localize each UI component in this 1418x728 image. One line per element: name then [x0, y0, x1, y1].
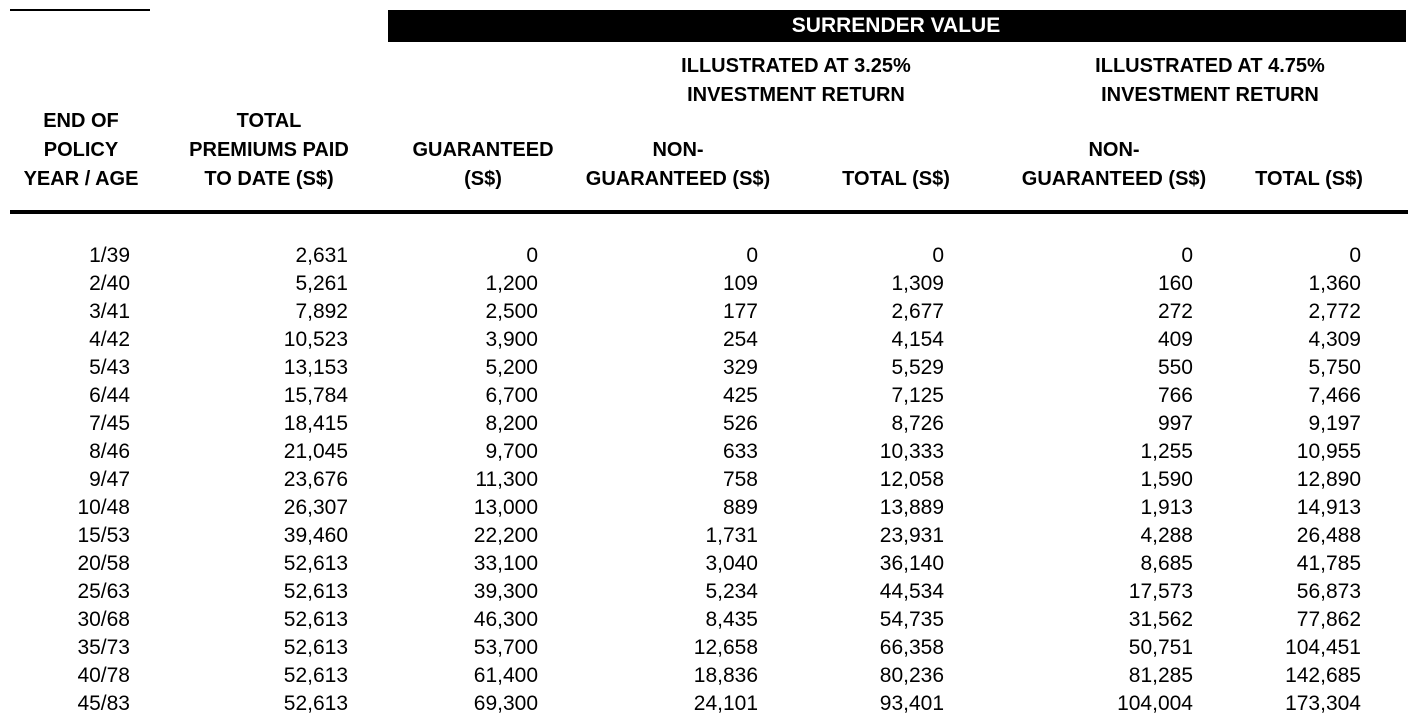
cell-year-age: 40/78 [77, 664, 130, 687]
cell-year-age: 8/46 [89, 440, 130, 463]
cell-total-premiums: 26,307 [283, 496, 348, 519]
table-row [0, 634, 1418, 662]
cell-non-guaranteed-325: 526 [722, 412, 758, 435]
cell-year-age: 9/47 [89, 468, 130, 491]
cell-total-475: 0 [1349, 244, 1361, 267]
cell-total-325: 13,889 [879, 496, 944, 519]
cell-year-age: 35/73 [77, 636, 130, 659]
column-header-year-line1: END OF [43, 110, 119, 132]
cell-total-325: 4,154 [891, 328, 944, 351]
cell-guaranteed: 22,200 [473, 524, 538, 547]
cell-guaranteed: 33,100 [473, 552, 538, 575]
cell-non-guaranteed-325: 633 [722, 440, 758, 463]
cell-total-325: 8,726 [891, 412, 944, 435]
cell-guaranteed: 8,200 [485, 412, 538, 435]
cell-total-325: 44,534 [879, 580, 944, 603]
table-row [0, 690, 1418, 718]
cell-year-age: 15/53 [77, 524, 130, 547]
cell-guaranteed: 9,700 [485, 440, 538, 463]
cell-non-guaranteed-475: 4,288 [1140, 524, 1193, 547]
cell-non-guaranteed-475: 272 [1157, 300, 1193, 323]
cell-total-475: 9,197 [1308, 412, 1361, 435]
cell-total-325: 12,058 [879, 468, 944, 491]
cell-total-premiums: 2,631 [295, 244, 348, 267]
cell-non-guaranteed-475: 1,590 [1140, 468, 1193, 491]
illustrated-475-header [1060, 52, 1360, 110]
cell-non-guaranteed-475: 997 [1157, 412, 1193, 435]
table-row [0, 354, 1418, 382]
illustrated-325-line2: INVESTMENT RETURN [687, 84, 905, 106]
cell-total-premiums: 15,784 [283, 384, 348, 407]
column-header-year-line3: YEAR / AGE [23, 168, 139, 190]
cell-total-475: 12,890 [1296, 468, 1361, 491]
cell-guaranteed: 13,000 [473, 496, 538, 519]
cell-year-age: 45/83 [77, 692, 130, 715]
surrender-value-banner [388, 10, 1406, 42]
table-row [0, 242, 1418, 270]
cell-non-guaranteed-475: 766 [1157, 384, 1193, 407]
illustrated-325-header [646, 52, 946, 110]
cell-total-premiums: 52,613 [283, 692, 348, 715]
top-rule [10, 9, 150, 11]
column-header-total475-label: TOTAL (S$) [1255, 168, 1363, 190]
cell-total-premiums: 39,460 [283, 524, 348, 547]
cell-year-age: 25/63 [77, 580, 130, 603]
illustrated-325-line1: ILLUSTRATED AT 3.25% [681, 55, 911, 77]
cell-total-475: 7,466 [1308, 384, 1361, 407]
table-row [0, 662, 1418, 690]
cell-year-age: 2/40 [89, 272, 130, 295]
cell-guaranteed: 39,300 [473, 580, 538, 603]
cell-total-475: 14,913 [1296, 496, 1361, 519]
cell-total-475: 4,309 [1308, 328, 1361, 351]
column-header-ng325-line1: NON- [652, 139, 704, 161]
cell-non-guaranteed-475: 1,255 [1140, 440, 1193, 463]
cell-guaranteed: 5,200 [485, 356, 538, 379]
cell-guaranteed: 61,400 [473, 664, 538, 687]
column-header-year-line2: POLICY [43, 139, 119, 161]
cell-total-premiums: 52,613 [283, 608, 348, 631]
column-header-total-475 [1243, 165, 1375, 194]
cell-total-475: 77,862 [1296, 608, 1361, 631]
cell-non-guaranteed-325: 177 [722, 300, 758, 323]
cell-total-475: 26,488 [1296, 524, 1361, 547]
cell-total-325: 36,140 [879, 552, 944, 575]
cell-total-475: 142,685 [1285, 664, 1361, 687]
cell-total-premiums: 7,892 [295, 300, 348, 323]
table-row [0, 578, 1418, 606]
cell-guaranteed: 3,900 [485, 328, 538, 351]
cell-year-age: 5/43 [89, 356, 130, 379]
cell-non-guaranteed-475: 8,685 [1140, 552, 1193, 575]
column-header-guaranteed-line2: (S$) [464, 168, 502, 190]
cell-non-guaranteed-325: 24,101 [693, 692, 758, 715]
surrender-value-title: SURRENDER VALUE [791, 14, 1001, 37]
cell-year-age: 6/44 [89, 384, 130, 407]
cell-non-guaranteed-325: 1,731 [705, 524, 758, 547]
cell-total-premiums: 52,613 [283, 664, 348, 687]
cell-year-age: 3/41 [89, 300, 130, 323]
cell-total-premiums: 13,153 [283, 356, 348, 379]
cell-non-guaranteed-475: 160 [1157, 272, 1193, 295]
table-row [0, 270, 1418, 298]
cell-total-premiums: 18,415 [283, 412, 348, 435]
cell-non-guaranteed-325: 18,836 [693, 664, 758, 687]
column-header-year-age [10, 107, 152, 194]
cell-year-age: 4/42 [89, 328, 130, 351]
cell-non-guaranteed-475: 104,004 [1117, 692, 1193, 715]
cell-non-guaranteed-325: 758 [722, 468, 758, 491]
cell-guaranteed: 0 [526, 244, 538, 267]
table-row [0, 382, 1418, 410]
table-row [0, 438, 1418, 466]
cell-non-guaranteed-475: 1,913 [1140, 496, 1193, 519]
cell-guaranteed: 1,200 [485, 272, 538, 295]
cell-total-325: 0 [932, 244, 944, 267]
cell-non-guaranteed-475: 31,562 [1128, 608, 1193, 631]
cell-non-guaranteed-475: 409 [1157, 328, 1193, 351]
cell-guaranteed: 2,500 [485, 300, 538, 323]
cell-total-475: 5,750 [1308, 356, 1361, 379]
column-header-ng325-line2: GUARANTEED (S$) [585, 168, 771, 190]
cell-total-premiums: 21,045 [283, 440, 348, 463]
illustrated-475-line2: INVESTMENT RETURN [1101, 84, 1319, 106]
cell-guaranteed: 6,700 [485, 384, 538, 407]
column-header-non-guaranteed-475 [1012, 136, 1216, 194]
cell-non-guaranteed-325: 3,040 [705, 552, 758, 575]
cell-total-475: 2,772 [1308, 300, 1361, 323]
column-header-ng475-line2: GUARANTEED (S$) [1021, 168, 1207, 190]
cell-total-475: 10,955 [1296, 440, 1361, 463]
table-row [0, 606, 1418, 634]
cell-total-325: 54,735 [879, 608, 944, 631]
column-header-total-325 [830, 165, 962, 194]
cell-total-325: 7,125 [891, 384, 944, 407]
column-header-total-premiums [174, 107, 364, 194]
cell-non-guaranteed-325: 889 [722, 496, 758, 519]
table-row [0, 550, 1418, 578]
table-row [0, 326, 1418, 354]
cell-guaranteed: 69,300 [473, 692, 538, 715]
cell-total-475: 56,873 [1296, 580, 1361, 603]
column-header-guaranteed-line1: GUARANTEED [412, 139, 554, 161]
cell-guaranteed: 53,700 [473, 636, 538, 659]
cell-non-guaranteed-325: 8,435 [705, 608, 758, 631]
cell-total-325: 93,401 [879, 692, 944, 715]
cell-total-premiums: 5,261 [295, 272, 348, 295]
column-header-premiums-line2: PREMIUMS PAID [189, 139, 349, 161]
cell-year-age: 20/58 [77, 552, 130, 575]
cell-non-guaranteed-325: 0 [746, 244, 758, 267]
table-row [0, 298, 1418, 326]
cell-non-guaranteed-475: 550 [1157, 356, 1193, 379]
column-header-total325-label: TOTAL (S$) [842, 168, 950, 190]
cell-total-325: 66,358 [879, 636, 944, 659]
table-row [0, 410, 1418, 438]
cell-total-325: 23,931 [879, 524, 944, 547]
cell-total-475: 104,451 [1285, 636, 1361, 659]
cell-year-age: 30/68 [77, 608, 130, 631]
cell-total-premiums: 10,523 [283, 328, 348, 351]
cell-non-guaranteed-475: 81,285 [1128, 664, 1193, 687]
illustrated-475-line1: ILLUSTRATED AT 4.75% [1095, 55, 1325, 77]
cell-year-age: 1/39 [89, 244, 130, 267]
cell-total-premiums: 52,613 [283, 636, 348, 659]
cell-non-guaranteed-475: 50,751 [1128, 636, 1193, 659]
cell-non-guaranteed-325: 109 [722, 272, 758, 295]
cell-total-325: 2,677 [891, 300, 944, 323]
table-row [0, 494, 1418, 522]
cell-total-premiums: 23,676 [283, 468, 348, 491]
cell-non-guaranteed-325: 12,658 [693, 636, 758, 659]
cell-total-475: 41,785 [1296, 552, 1361, 575]
cell-total-325: 10,333 [879, 440, 944, 463]
cell-non-guaranteed-325: 254 [722, 328, 758, 351]
cell-non-guaranteed-325: 5,234 [705, 580, 758, 603]
cell-guaranteed: 11,300 [475, 468, 538, 491]
cell-total-475: 1,360 [1308, 272, 1361, 295]
cell-guaranteed: 46,300 [473, 608, 538, 631]
cell-non-guaranteed-475: 0 [1181, 244, 1193, 267]
cell-total-475: 173,304 [1285, 692, 1361, 715]
table-row [0, 466, 1418, 494]
column-header-ng475-line1: NON- [1088, 139, 1140, 161]
column-header-premiums-line1: TOTAL [236, 110, 302, 132]
cell-year-age: 7/45 [89, 412, 130, 435]
cell-total-premiums: 52,613 [283, 552, 348, 575]
column-header-premiums-line3: TO DATE (S$) [204, 168, 334, 190]
cell-non-guaranteed-325: 329 [722, 356, 758, 379]
cell-year-age: 10/48 [77, 496, 130, 519]
cell-non-guaranteed-475: 17,573 [1128, 580, 1193, 603]
cell-total-325: 80,236 [879, 664, 944, 687]
header-divider [10, 210, 1408, 214]
cell-non-guaranteed-325: 425 [722, 384, 758, 407]
column-header-guaranteed [398, 136, 568, 194]
column-header-non-guaranteed-325 [576, 136, 780, 194]
cell-total-325: 1,309 [891, 272, 944, 295]
table-row [0, 522, 1418, 550]
cell-total-325: 5,529 [891, 356, 944, 379]
cell-total-premiums: 52,613 [283, 580, 348, 603]
